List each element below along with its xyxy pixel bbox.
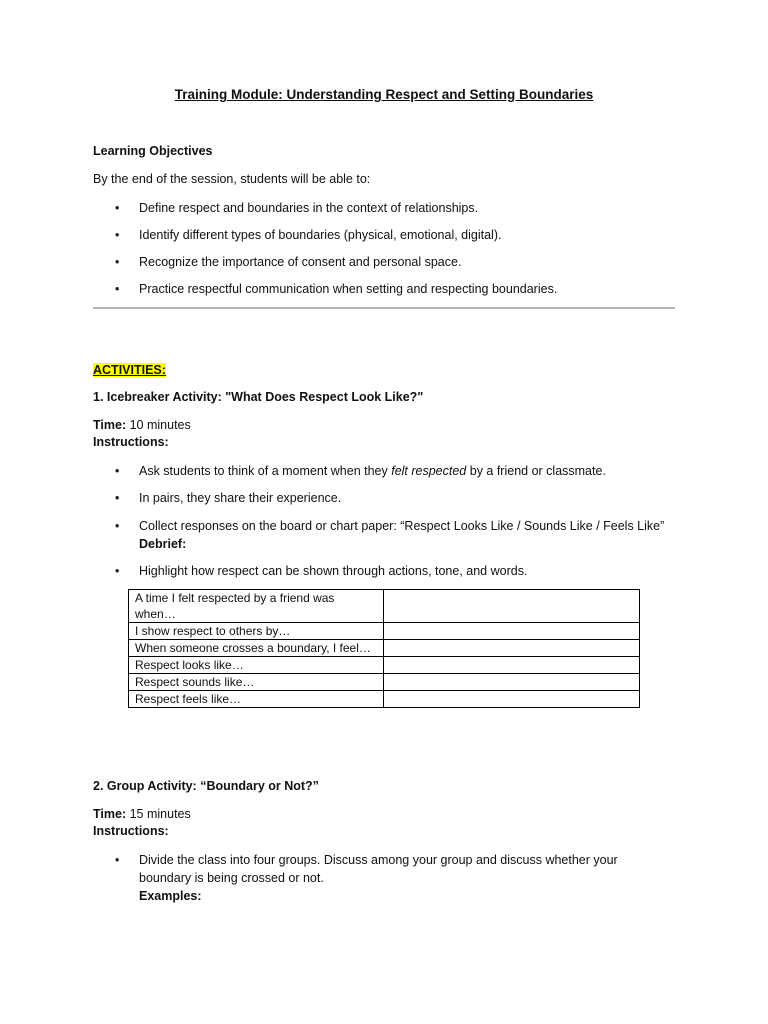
table-cell-prompt: A time I felt respected by a friend was when… (129, 590, 384, 623)
activity1-time (93, 418, 191, 432)
bullet-icon: • (115, 282, 120, 296)
activity1-item-text: Ask students to think of a moment when they felt respected by a friend or classmate. (139, 464, 606, 478)
time-label: Time: (93, 807, 127, 821)
bullet-icon: • (115, 491, 120, 505)
bullet-icon: • (115, 564, 120, 578)
bullet-icon: • (115, 255, 120, 269)
reflection-table (128, 589, 640, 708)
activities-label (93, 363, 166, 377)
objective-text: Define respect and boundaries in the context of relationships. (139, 201, 479, 215)
table-cell-prompt: Respect looks like… (129, 657, 384, 674)
table-row (129, 640, 640, 657)
time-value: 10 minutes (129, 418, 191, 432)
table-row (129, 590, 640, 623)
table-cell-answer[interactable] (384, 640, 640, 657)
table-cell-answer[interactable] (384, 590, 640, 623)
activities-highlight: ACTIVITIES: (93, 363, 166, 377)
table-cell-prompt: When someone crosses a boundary, I feel… (129, 640, 384, 657)
activity1-instructions-label: Instructions: (93, 435, 169, 449)
objective-text: Recognize the importance of consent and personal space. (139, 255, 462, 269)
activity2-instructions-label: Instructions: (93, 824, 169, 838)
examples-label: Examples: (139, 889, 202, 903)
activity1-item-text: Highlight how respect can be shown through actions, tone, and words. (139, 564, 528, 578)
objectives-heading: Learning Objectives (93, 144, 213, 158)
table-cell-answer[interactable] (384, 674, 640, 691)
table-row (129, 657, 640, 674)
activity2-heading: 2. Group Activity: “Boundary or Not?” (93, 779, 319, 793)
bullet-icon: • (115, 853, 120, 867)
bullet-icon: • (115, 228, 120, 242)
table-row (129, 674, 640, 691)
objective-text: Identify different types of boundaries (physical, emotional, digital). (139, 228, 502, 242)
activity1-item-text: Collect responses on the board or chart paper: “Respect Looks Like / Sounds Like / Feels Like” Debrief: (139, 519, 665, 551)
bullet-icon: • (115, 201, 120, 215)
activity2-time (93, 807, 191, 821)
objective-text: Practice respectful communication when setting and respecting boundaries. (139, 282, 558, 296)
table-row (129, 623, 640, 640)
document-title: Training Module: Understanding Respect and Setting Boundaries (174, 87, 594, 102)
time-label: Time: (93, 418, 127, 432)
activity2-item-text: Divide the class into four groups. Discuss among your group and discuss whether your boundary is being crossed or not. Examples: (139, 853, 618, 903)
table-row (129, 691, 640, 708)
time-value: 15 minutes (129, 807, 191, 821)
objectives-intro: By the end of the session, students will be able to: (93, 172, 371, 186)
table-cell-answer[interactable] (384, 657, 640, 674)
activity1-heading: 1. Icebreaker Activity: "What Does Respect Look Like?" (93, 390, 424, 404)
table-cell-prompt: Respect feels like… (129, 691, 384, 708)
bullet-icon: • (115, 519, 120, 533)
debrief-label: Debrief: (139, 537, 187, 551)
horizontal-divider (93, 307, 675, 309)
table-cell-answer[interactable] (384, 691, 640, 708)
activity1-item-text: In pairs, they share their experience. (139, 491, 342, 505)
emphasis-text: felt respected (391, 464, 467, 478)
table-cell-prompt: Respect sounds like… (129, 674, 384, 691)
table-cell-prompt: I show respect to others by… (129, 623, 384, 640)
bullet-icon: • (115, 464, 120, 478)
table-cell-answer[interactable] (384, 623, 640, 640)
